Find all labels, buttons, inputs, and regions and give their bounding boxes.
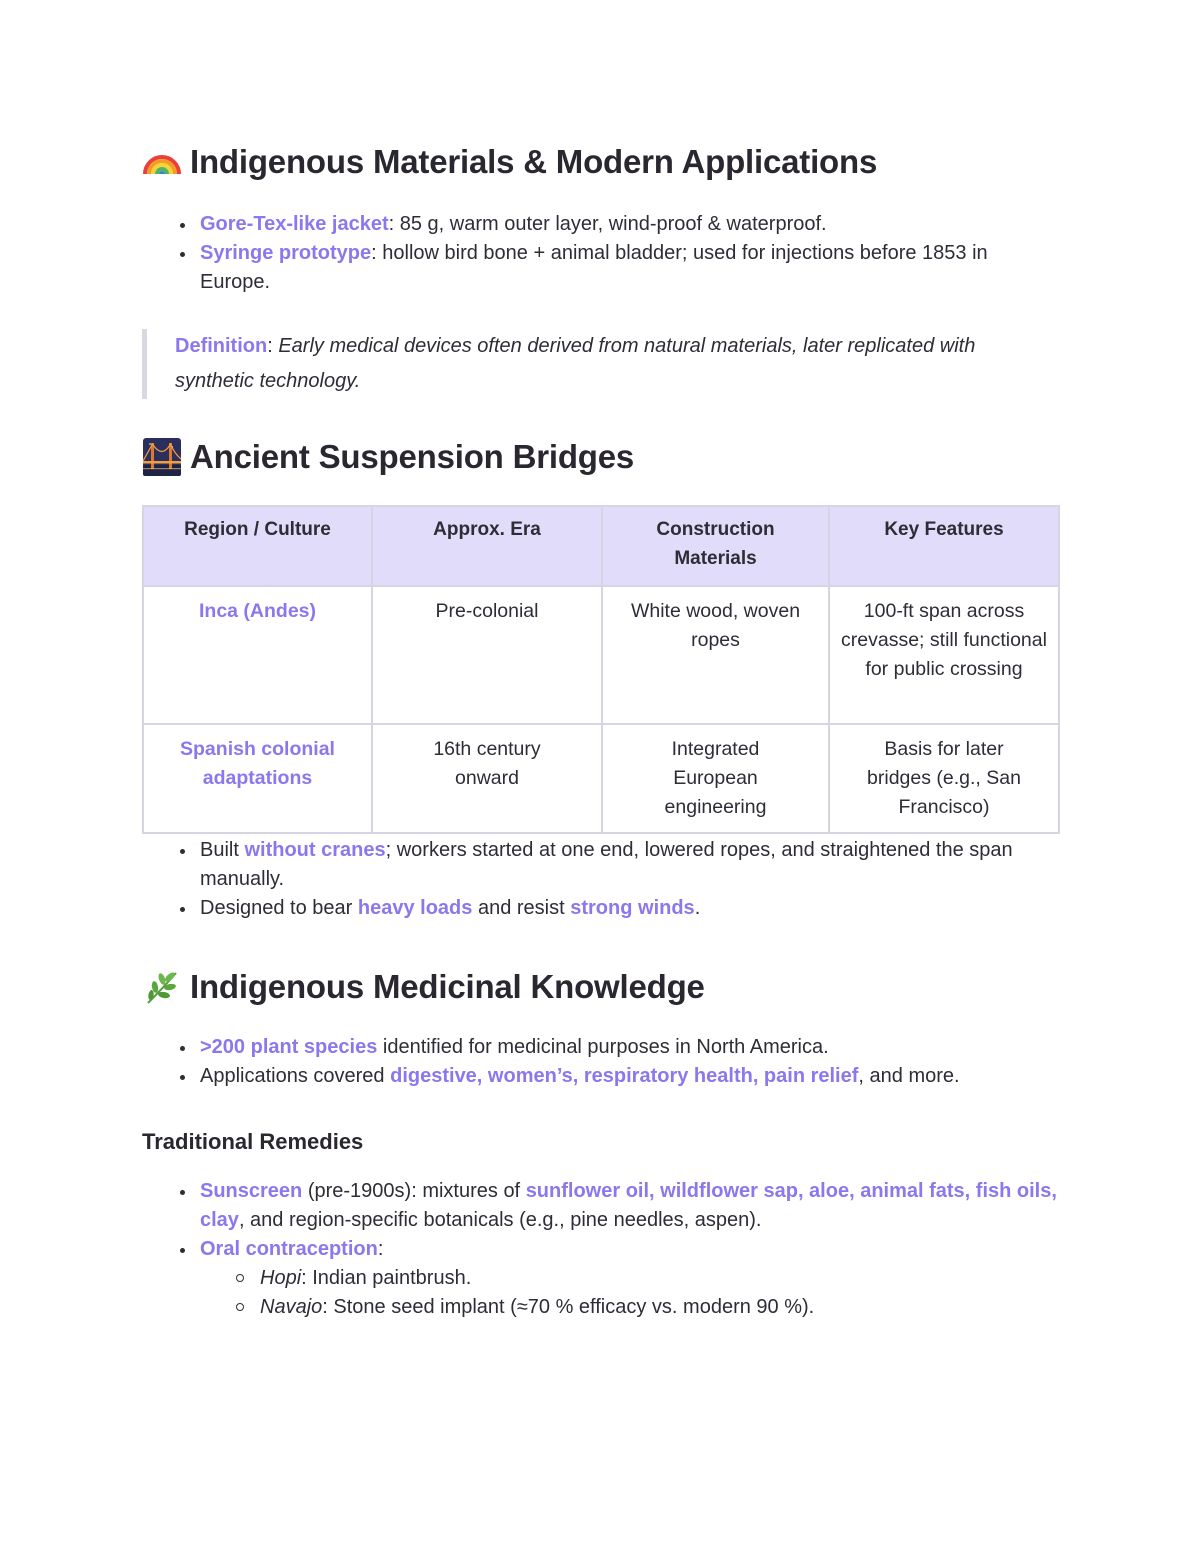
table-cell: Integrated European engineering: [602, 724, 829, 833]
list-item-text: : hollow bird bone + animal bladder; used for injections before 1853 in Europe.: [200, 242, 988, 293]
bridge-icon: [142, 437, 182, 477]
section-heading-materials: [142, 140, 1058, 184]
rainbow-icon: [142, 142, 182, 182]
bridges-list: [142, 836, 1058, 923]
list-item: [142, 210, 1058, 239]
materials-list: [142, 210, 1058, 297]
remedies-list: [142, 1177, 1058, 1264]
medicinal-list: [142, 1033, 1058, 1091]
list-item-text: Designed to bear: [200, 897, 358, 919]
table-header-row: [143, 506, 1059, 586]
definition-text: Early medical devices often derived from natural materials, later replicated with synthetic technology.: [175, 335, 976, 392]
section-title: Indigenous Materials & Modern Applications: [190, 143, 878, 180]
highlight-term: digestive, women’s, respiratory health, pain relief: [390, 1065, 859, 1087]
highlight-term: Oral contraception: [200, 1238, 378, 1260]
table-row: [143, 724, 1059, 833]
column-header: Region / Culture: [143, 506, 372, 586]
subheading-remedies: Traditional Remedies: [142, 1129, 364, 1154]
highlight-term: heavy loads: [357, 897, 473, 919]
highlight-term: sunflower oil, wildflower sap, aloe, animal fats, fish oils, clay: [200, 1180, 1057, 1231]
list-item-text: ; workers started at one end, lowered ropes, and straightened the span manually.: [200, 839, 1013, 890]
section-heading-medicinal: [142, 965, 1058, 1009]
herb-icon: [142, 967, 182, 1007]
list-item: [142, 1033, 1058, 1062]
list-item: [142, 894, 1058, 923]
list-item: [142, 1062, 1058, 1091]
definition-sep: :: [267, 335, 279, 357]
list-item-text: Built: [200, 839, 245, 861]
bridges-table: [142, 505, 1060, 834]
list-item-text: (pre-1900s): mixtures of: [302, 1180, 526, 1202]
table-cell: Basis for later bridges (e.g., San Francisco): [829, 724, 1059, 833]
list-item: [142, 1177, 1058, 1235]
table-cell: Inca (Andes): [143, 586, 372, 724]
list-item-text: Applications covered: [200, 1065, 391, 1087]
document-page: [142, 140, 1058, 1322]
list-item-text: , and more.: [858, 1065, 960, 1087]
contraception-sublist: [142, 1264, 1058, 1322]
list-item-text: , and region-specific botanicals (e.g., pine needles, aspen).: [238, 1209, 762, 1231]
table-cell: Pre-colonial: [372, 586, 602, 724]
definition-callout: [142, 329, 1058, 399]
table-cell: Spanish colonial adaptations: [143, 724, 372, 833]
list-item-text: : Stone seed implant (≈70 % efficacy vs. modern 90 %).: [322, 1296, 815, 1318]
highlight-term: without cranes: [244, 839, 386, 861]
table-cell: 16th century onward: [372, 724, 602, 833]
table-row: [143, 586, 1059, 724]
column-header: Construction Materials: [602, 506, 829, 586]
list-item: [142, 239, 1058, 297]
list-item-text: : Indian paintbrush.: [301, 1267, 472, 1289]
section-title: Ancient Suspension Bridges: [190, 438, 635, 475]
section-heading-bridges: [142, 435, 1058, 479]
highlight-term: Syringe prototype: [200, 242, 372, 264]
highlight-term: Gore-Tex-like jacket: [200, 213, 389, 235]
tribe-name: Navajo: [260, 1296, 323, 1318]
highlight-term: >200 plant species: [200, 1036, 378, 1058]
list-item-text: and resist: [472, 897, 571, 919]
section-title: Indigenous Medicinal Knowledge: [190, 968, 705, 1005]
tribe-name: Hopi: [260, 1267, 302, 1289]
definition-term: Definition: [175, 335, 268, 357]
column-header: Approx. Era: [372, 506, 602, 586]
column-header: Key Features: [829, 506, 1059, 586]
table-cell: 100-ft span across crevasse; still functional for public crossing: [829, 586, 1059, 724]
list-item: [142, 1235, 1058, 1264]
list-item-text: .: [694, 897, 701, 919]
table-cell: White wood, woven ropes: [602, 586, 829, 724]
list-item-text: :: [377, 1238, 384, 1260]
list-item: [142, 836, 1058, 894]
highlight-term: Sunscreen: [200, 1180, 303, 1202]
highlight-term: strong winds: [570, 897, 695, 919]
list-item-text: identified for medicinal purposes in North America.: [377, 1036, 829, 1058]
sub-list-item: [142, 1293, 1058, 1322]
list-item-text: : 85 g, warm outer layer, wind-proof & waterproof.: [388, 213, 827, 235]
sub-list-item: [142, 1264, 1058, 1293]
